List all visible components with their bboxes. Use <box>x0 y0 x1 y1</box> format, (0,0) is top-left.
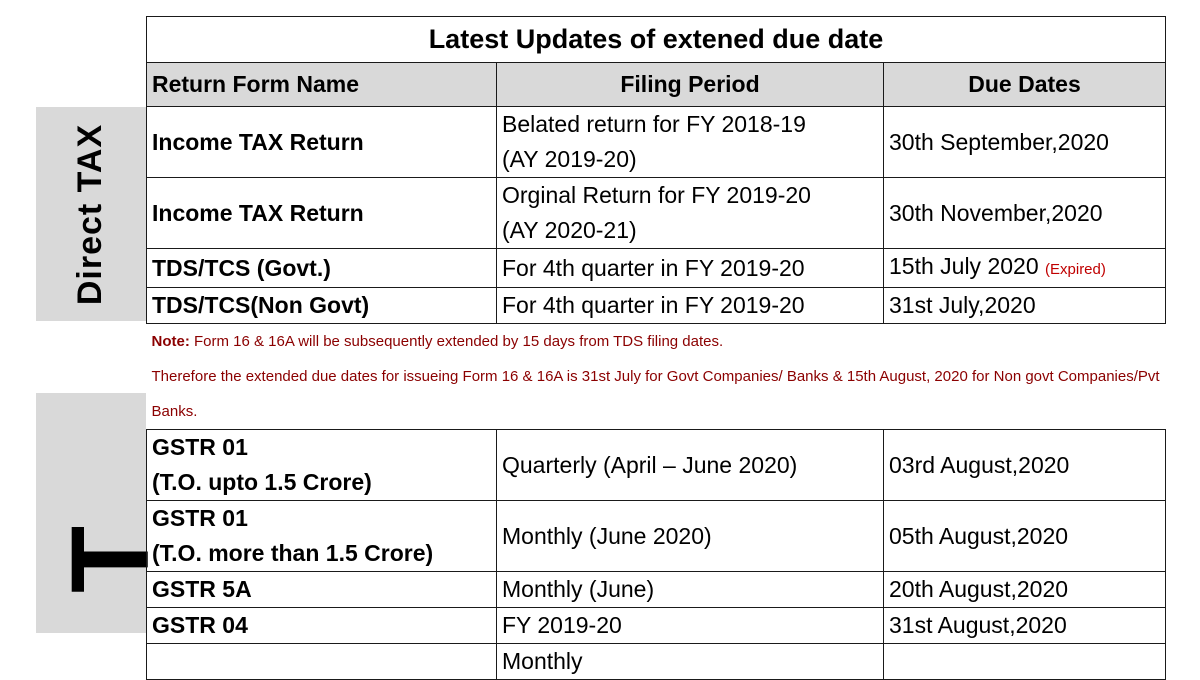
header-return-form-name: Return Form Name <box>147 63 497 107</box>
return-form-name-line1: GSTR 01 <box>152 434 248 460</box>
gst-label-partial: T <box>49 525 172 593</box>
header-due-dates: Due Dates <box>884 63 1166 107</box>
return-form-name <box>147 501 497 572</box>
note-line2: Therefore the extended due dates for issueing Form 16 & 16A is 31st July for Govt Companies/ Banks & 15th August, 2020 for Non govt Companies/Pvt Banks. <box>151 368 1160 420</box>
due-date: 30th November,2020 <box>884 178 1166 249</box>
table-row <box>147 107 1166 178</box>
header-row <box>147 63 1166 107</box>
return-form-name: TDS/TCS(Non Govt) <box>147 288 497 324</box>
gst-band <box>36 393 172 633</box>
return-form-name-line1: GSTR 01 <box>152 505 248 531</box>
table-title: Latest Updates of extened due date <box>147 17 1166 63</box>
table-row <box>147 501 1166 572</box>
return-form-name: GSTR 5A <box>147 572 497 608</box>
filing-period: FY 2019-20 <box>497 608 884 644</box>
filing-period-line2: (AY 2020-21) <box>502 217 637 243</box>
table-row <box>147 249 1166 288</box>
return-form-name <box>147 430 497 501</box>
due-date: 15th July 2020 <box>889 253 1039 279</box>
filing-period: Monthly (June) <box>497 572 884 608</box>
header-filing-period: Filing Period <box>497 63 884 107</box>
table-row <box>147 644 1166 680</box>
due-date: 30th September,2020 <box>884 107 1166 178</box>
filing-period-line2: (AY 2019-20) <box>502 146 637 172</box>
return-form-name: Income TAX Return <box>147 178 497 249</box>
note-label: Note: <box>151 333 190 350</box>
note <box>147 324 1166 430</box>
due-date: 03rd August,2020 <box>884 430 1166 501</box>
table-row <box>147 288 1166 324</box>
expired-badge: (Expired) <box>1045 261 1106 278</box>
return-form-name: GSTR 04 <box>147 608 497 644</box>
direct-tax-label: Direct TAX <box>71 123 110 305</box>
note-line1: Form 16 & 16A will be subsequently extended by 15 days from TDS filing dates. <box>189 333 724 350</box>
filing-period-line1: Orginal Return for FY 2019-20 <box>502 182 811 208</box>
return-form-name: Income TAX Return <box>147 107 497 178</box>
filing-period-line1: Belated return for FY 2018-19 <box>502 111 806 137</box>
table-row <box>147 178 1166 249</box>
due-date: 05th August,2020 <box>884 501 1166 572</box>
due-date: 31st August,2020 <box>884 608 1166 644</box>
table-row <box>147 430 1166 501</box>
note-row <box>147 324 1166 430</box>
filing-period <box>497 107 884 178</box>
return-form-name <box>147 644 497 680</box>
due-date-cell <box>884 249 1166 288</box>
return-form-name: TDS/TCS (Govt.) <box>147 249 497 288</box>
filing-period: For 4th quarter in FY 2019-20 <box>497 249 884 288</box>
direct-tax-band <box>36 107 146 321</box>
return-form-name-line2: (T.O. more than 1.5 Crore) <box>152 540 434 566</box>
filing-period: Quarterly (April – June 2020) <box>497 430 884 501</box>
filing-period: Monthly <box>497 644 884 680</box>
due-date-table <box>146 16 1166 680</box>
due-date: 20th August,2020 <box>884 572 1166 608</box>
table-row <box>147 572 1166 608</box>
filing-period: For 4th quarter in FY 2019-20 <box>497 288 884 324</box>
title-row <box>147 17 1166 63</box>
filing-period <box>497 178 884 249</box>
due-date <box>884 644 1166 680</box>
direct-tax-label-wrap <box>36 107 146 321</box>
table-row <box>147 608 1166 644</box>
due-date: 31st July,2020 <box>884 288 1166 324</box>
filing-period: Monthly (June 2020) <box>497 501 884 572</box>
return-form-name-line2: (T.O. upto 1.5 Crore) <box>152 469 372 495</box>
